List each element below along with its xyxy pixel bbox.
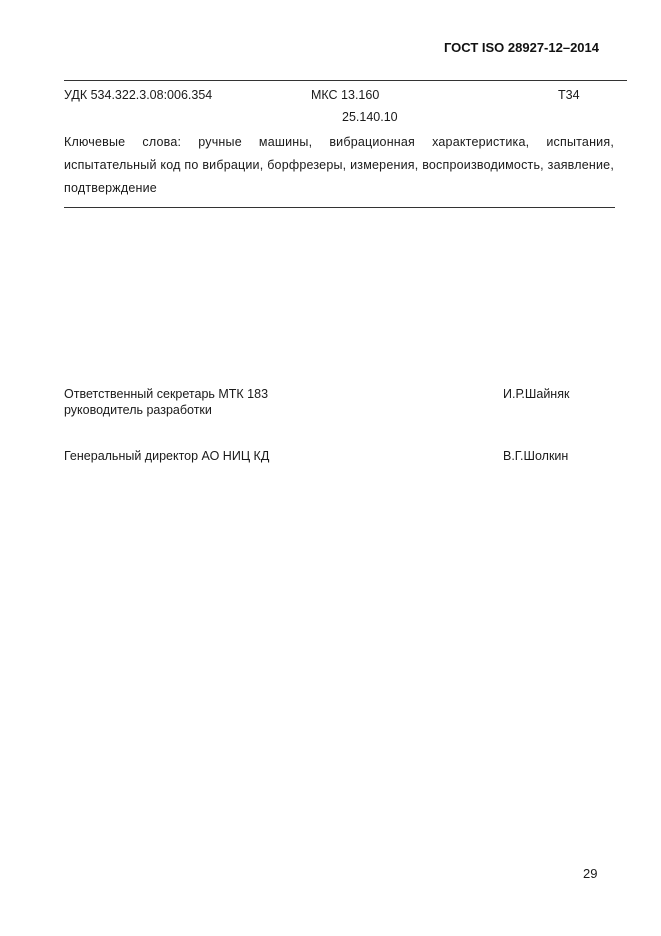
page-number: 29 — [583, 866, 598, 881]
signature-role: Генеральный директор АО НИЦ КД — [64, 449, 270, 463]
mks-code-secondary: 25.140.10 — [342, 110, 398, 124]
signature-name: В.Г.Шолкин — [503, 449, 569, 463]
signature-role — [64, 386, 268, 418]
mks-code: МКС 13.160 — [311, 88, 380, 102]
signature-role-line: Ответственный секретарь МТК 183 — [64, 387, 269, 401]
keywords-paragraph: Ключевые слова: ручные машины, вибрационная характеристика, испытания, испытательный код по вибрации, борфрезеры, измерения, воспроизводимость, заявление, подтверждение — [64, 135, 614, 195]
signature-role-line: руководитель разработки — [64, 403, 212, 417]
top-divider — [64, 80, 627, 81]
bottom-divider — [64, 207, 615, 208]
udk-code: УДК 534.322.3.08:006.354 — [64, 88, 213, 102]
okstu-code: Т34 — [558, 88, 580, 102]
standard-code: ГОСТ ISO 28927-12–2014 — [443, 40, 599, 55]
signature-name: И.Р.Шайняк — [503, 387, 570, 401]
